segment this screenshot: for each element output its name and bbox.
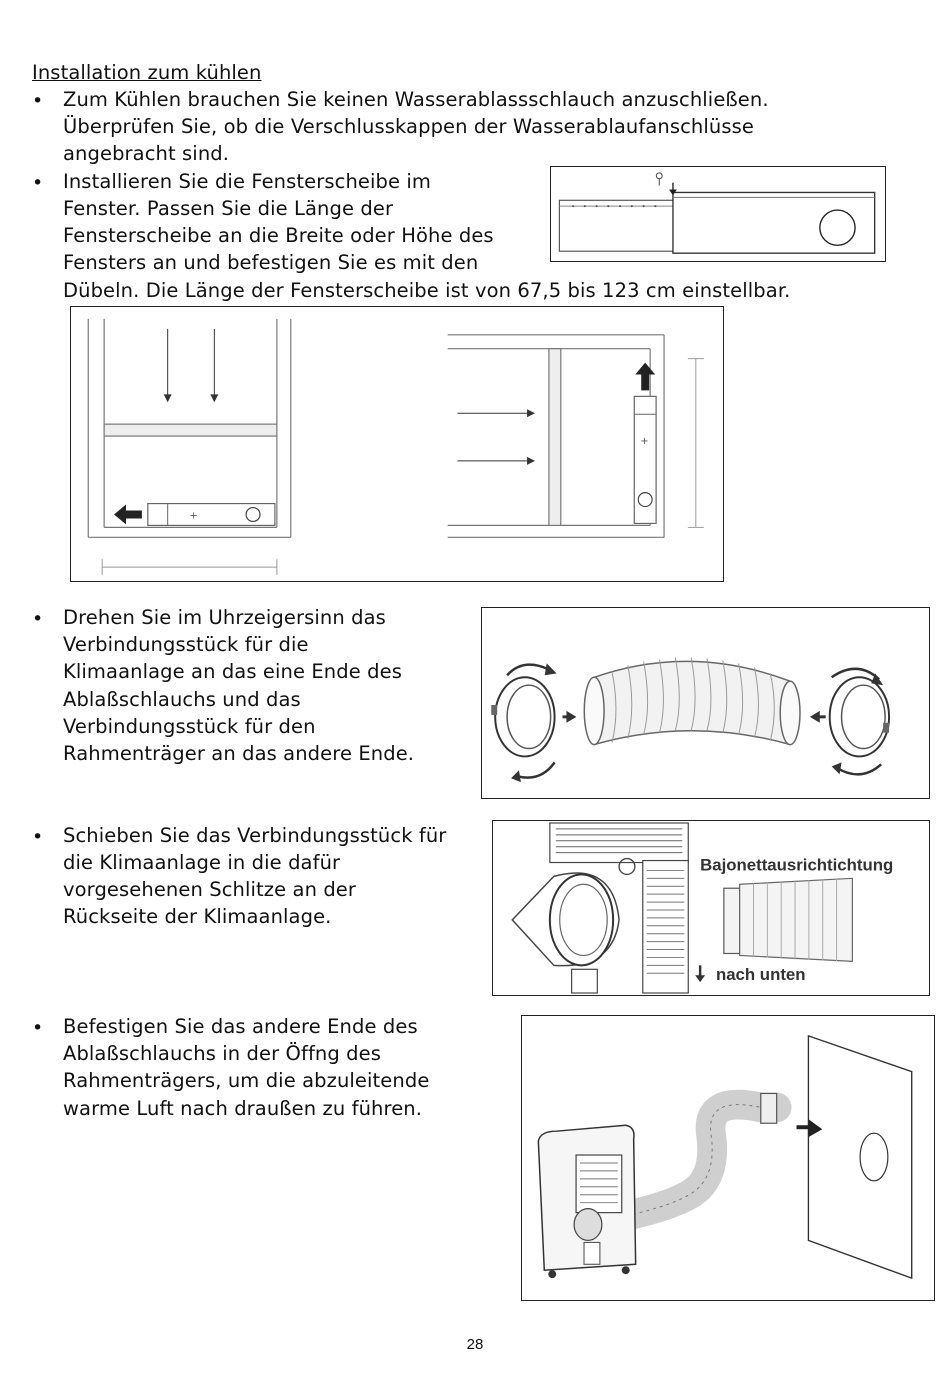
bullet-4: • (32, 826, 44, 848)
window-panel-illustration (551, 167, 885, 261)
section3-line-3: Klimaanlage an das eine Ende des (63, 660, 402, 683)
bayonet-alignment-figure (492, 820, 930, 996)
hose-connectors-illustration (482, 608, 929, 798)
window-panel-figure (550, 166, 886, 262)
section3-line-5: Verbindungsstück für den (63, 715, 316, 738)
hose-connectors-figure (481, 607, 930, 799)
section5-line-4: warme Luft nach draußen zu führen. (63, 1097, 423, 1120)
section2-line-2: Fenster. Passen Sie die Länge der (63, 197, 394, 220)
page-number: 28 (466, 1336, 484, 1353)
window-installation-illustration (71, 307, 723, 581)
section4-line-3: vorgesehenen Schlitze an der (63, 878, 357, 901)
svg-text:+: + (189, 510, 198, 522)
bayonet-connector (512, 873, 619, 966)
bullet-2: • (32, 172, 44, 194)
section2-line-5: Dübeln. Die Länge der Fensterscheibe ist von 67,5 bis 123 cm einstellbar. (63, 279, 791, 302)
screw-icon (656, 173, 662, 186)
section1-line-2: Überprüfen Sie, ob die Verschlusskappen der Wasserablaufanschlüsse (63, 115, 754, 138)
section3-line-1: Drehen Sie im Uhrzeigersinn das (63, 606, 386, 629)
section3-line-4: Ablaßschlauchs und das (63, 688, 301, 711)
section4-line-1: Schieben Sie das Verbindungsstück für (63, 824, 447, 847)
unit-hose-window-illustration (522, 1016, 934, 1300)
bayonet-alignment-illustration (493, 821, 929, 995)
section4-line-2: die Klimaanlage in die dafür (63, 851, 341, 874)
section3-line-2: Verbindungsstück für die (63, 633, 309, 656)
unit-hose-window-figure (521, 1015, 935, 1301)
bullet-1: • (32, 90, 44, 112)
rotate-arrow-icon (507, 665, 549, 676)
section5-line-3: Rahmenträgers, um die abzuleitende (63, 1069, 430, 1092)
section2-line-3: Fensterscheibe an die Breite oder Höhe des (63, 224, 494, 247)
bullet-5: • (32, 1017, 44, 1039)
section5-line-1: Befestigen Sie das andere Ende des (63, 1015, 418, 1038)
section1-line-3: angebracht sind. (63, 142, 230, 165)
window-panel (808, 1036, 911, 1278)
left-arrow-icon (114, 505, 142, 525)
exhaust-hose (584, 657, 800, 744)
horizontal-window-frame (88, 319, 291, 575)
section1-line-1: Zum Kühlen brauchen Sie keinen Wasserablassschlauch anzuschließen. (63, 88, 769, 111)
window-installation-figure (70, 306, 724, 582)
bullet-3: • (32, 608, 44, 630)
section3-line-6: Rahmenträger an das andere Ende. (63, 742, 415, 765)
up-arrow-icon (635, 363, 655, 391)
down-label: nach unten (715, 965, 806, 985)
section2-line-4: Fensters an und befestigen Sie es mit den (63, 251, 479, 274)
vertical-window-frame (448, 335, 704, 538)
alignment-label: Bajonettausrichtichtung (700, 855, 894, 875)
section4-line-4: Rückseite der Klimaanlage. (63, 905, 332, 928)
down-arrow-icon (695, 965, 705, 982)
frame-connector-ring (830, 677, 889, 756)
svg-text:+: + (640, 436, 649, 447)
section5-line-2: Ablaßschlauchs in der Öffng des (63, 1042, 381, 1065)
air-conditioner-unit (538, 1125, 635, 1278)
unit-connector-ring (491, 677, 554, 756)
section2-line-1: Installieren Sie die Fensterscheibe im (63, 170, 432, 193)
hose-end (724, 878, 853, 961)
section-heading: Installation zum kühlen (32, 61, 262, 84)
